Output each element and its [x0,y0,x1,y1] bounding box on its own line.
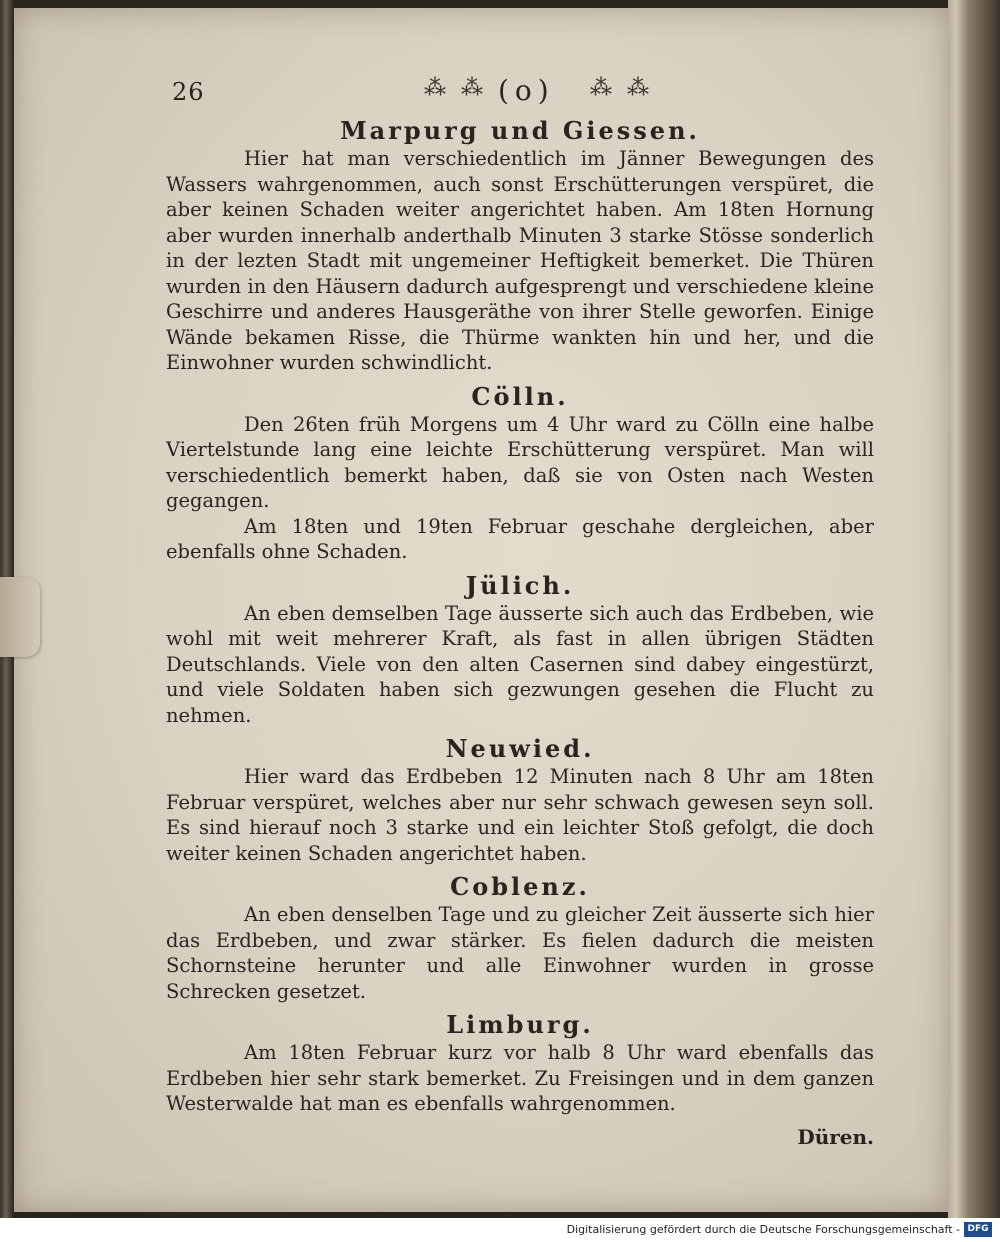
dfg-logo: DFG [964,1222,992,1237]
page-edge [948,0,1000,1218]
page-header [166,70,874,114]
section-text-coelln-2: Am 18ten und 19ten Februar geschahe dergleichen, aber ebenfalls ohne Schaden. [166,514,874,563]
section-title-coelln: Cölln. [471,381,569,411]
section-text-neuwied: Hier ward das Erdbeben 12 Minuten nach 8 Uhr am 18ten Februar verspüret, welches aber nur sehr schwach gewesen seyn soll. Es sind hierauf noch 3 starke und ein leichter Stoß gefolgt, die doch weiter keinen Schaden angerichtet haben. [166,765,874,865]
section-text-limburg: Am 18ten Februar kurz vor halb 8 Uhr ward ebenfalls das Erdbeben hier sehr stark bemerket. Zu Freisingen und in dem ganzen Westerwalde hat man es ebenfalls wahrgenommen. [166,1041,874,1115]
section-text-juelich: An eben demselben Tage äusserte sich auch das Erdbeben, wie wohl mit weit mehrerer Kraft, als fast in allen übrigen Städten Deutschlands. Viele von den alten Casernen sind dabey eingestürzt, und viele Soldaten haben sich gezwungen gesehen die Flucht zu nehmen. [166,601,874,727]
section-title-marpurg: Marpurg und Giessen. [340,116,700,145]
funding-credit: Digitalisierung gefördert durch die Deutsche Forschungsgemeinschaft - [566,1223,960,1236]
signature-mark: (o) [498,74,555,107]
section-title-limburg: Limburg. [446,1010,594,1039]
section-title-coblenz: Coblenz. [450,872,590,901]
footer-bar [0,1218,1000,1242]
section-title-juelich: Jülich. [465,570,575,600]
section-title-neuwied: Neuwied. [445,734,595,763]
page-number: 26 [172,78,205,106]
ornament-left-icon: ⁂ ⁂ [424,76,487,101]
page-clip [0,577,40,657]
section-text-marpurg: Hier hat man verschiedentlich im Jänner Bewegungen des Wassers wahrgenommen, auch sonst Erschütterungen verspüret, die aber keinen Schaden weiter angerichtet haben. Am 18ten Hornung aber wurden innerhalb anderthalb Minuten 3 starke Stösse sonderlich in der lezten Stadt mit ungemeiner Heftigkeit bemerket. Die Thüren wurden in den Häusern dadurch aufgesprengt und verschiedene kleine Geschirre und anderes Hausgeräthe von ihrer Stelle geworfen. Einige Wände bekamen Risse, die Thürme wankten hin und her, und die Einwohner wurden schwindlicht. [166,147,874,374]
section-text-coblenz: An eben denselben Tage und zu gleicher Zeit äusserte sich hier das Erdbeben, und zwar stärker. Es fielen dadurch die meisten Schornsteine herunter und alle Einwohner wurden in grosse Schrecken gesetzet. [166,903,874,1003]
page-content [166,70,874,1149]
catchword: Düren. [797,1124,874,1149]
ornament-right-icon: ⁂ ⁂ [590,76,653,101]
section-text-coelln-1: Den 26ten früh Morgens um 4 Uhr ward zu Cölln eine halbe Viertelstunde lang eine leichte Erschütterung verspüret. Man will verschiedentlich bemerkt haben, daß sie von Osten nach Westen gegangen. [166,412,874,512]
